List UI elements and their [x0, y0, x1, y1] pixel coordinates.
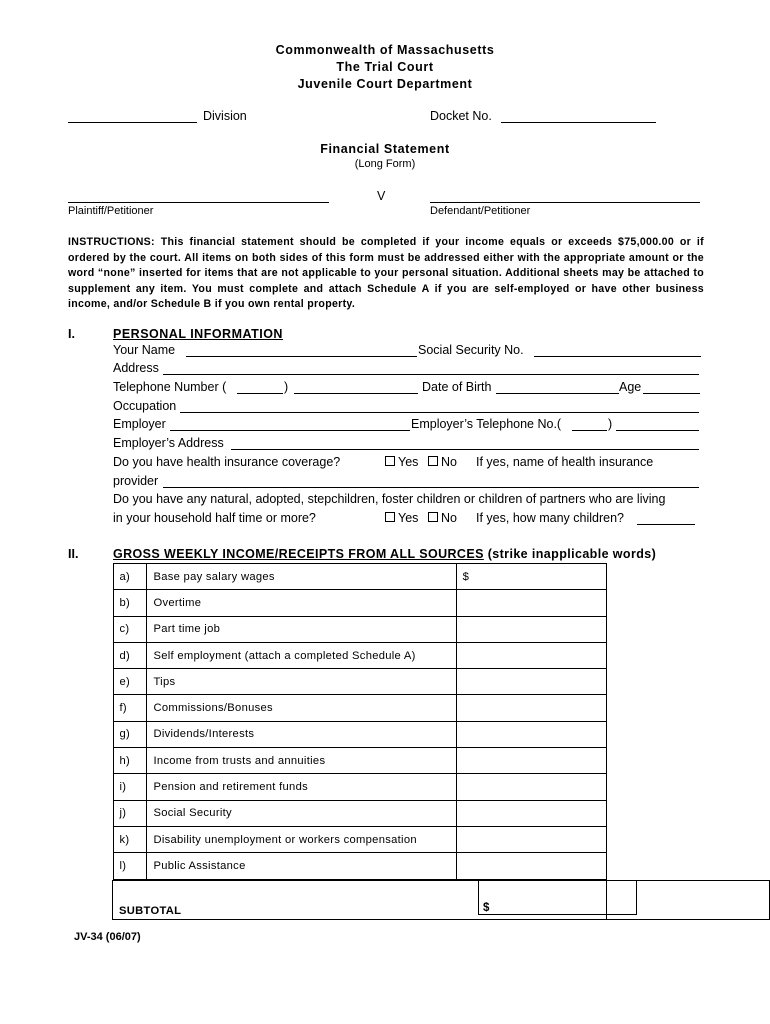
telephone-area-field[interactable] — [237, 393, 283, 394]
employer-tel-area-field[interactable] — [572, 430, 607, 431]
income-amount-field[interactable] — [456, 721, 606, 747]
income-letter: i) — [113, 774, 147, 800]
children-yes-label: Yes — [398, 511, 419, 525]
provider-label: provider — [113, 474, 159, 488]
your-name-field[interactable] — [186, 356, 417, 357]
section-2-title-main: GROSS WEEKLY INCOME/RECEIPTS FROM ALL SOURCES — [113, 547, 484, 561]
address-field[interactable] — [163, 374, 699, 375]
income-letter: a) — [113, 564, 147, 590]
income-row — [113, 721, 606, 747]
income-description: Dividends/Interests — [147, 721, 456, 747]
defendant-label: Defendant/Petitioner — [430, 205, 531, 217]
income-row — [113, 616, 606, 642]
dob-field[interactable] — [496, 393, 619, 394]
children-question-line2: in your household half time or more? — [113, 511, 316, 525]
income-description: Base pay salary wages — [147, 564, 456, 590]
subtotal-label: SUBTOTAL — [113, 880, 607, 919]
telephone-field[interactable] — [294, 393, 418, 394]
children-question-line1: Do you have any natural, adopted, stepchildren, foster children or children of partners who are living — [113, 492, 666, 506]
income-row — [113, 748, 606, 774]
income-amount-field[interactable]: $ — [456, 564, 606, 590]
income-letter: h) — [113, 748, 147, 774]
defendant-field[interactable] — [430, 202, 700, 203]
health-yes-option[interactable] — [385, 455, 418, 469]
division-field[interactable] — [68, 122, 197, 123]
income-amount-field[interactable] — [456, 800, 606, 826]
income-amount-field[interactable] — [456, 748, 606, 774]
versus-label: V — [377, 189, 386, 203]
employer-tel-close: ) — [608, 417, 613, 431]
income-amount-field[interactable] — [456, 695, 606, 721]
telephone-close: ) — [284, 380, 289, 394]
section-1-title: PERSONAL INFORMATION — [113, 327, 283, 341]
income-letter: k) — [113, 826, 147, 852]
section-1-numeral: I. — [68, 327, 75, 341]
income-amount-field[interactable] — [456, 853, 606, 879]
employer-label: Employer — [113, 417, 166, 431]
income-description: Public Assistance — [147, 853, 456, 879]
income-description: Overtime — [147, 590, 456, 616]
income-letter: c) — [113, 616, 147, 642]
income-description: Commissions/Bonuses — [147, 695, 456, 721]
address-label: Address — [113, 361, 159, 375]
health-no-option[interactable] — [428, 455, 457, 469]
income-table — [112, 563, 770, 920]
income-row — [113, 642, 606, 668]
docket-label: Docket No. — [430, 109, 492, 123]
subtotal-row — [113, 880, 770, 919]
occupation-field[interactable] — [180, 412, 699, 413]
docket-field[interactable] — [501, 122, 656, 123]
children-yes-checkbox[interactable] — [385, 512, 395, 522]
age-label: Age — [619, 380, 642, 394]
employer-field[interactable] — [170, 430, 410, 431]
ssn-field[interactable] — [534, 356, 701, 357]
income-row — [113, 853, 606, 879]
income-description: Disability unemployment or workers compensation — [147, 826, 456, 852]
occupation-label: Occupation — [113, 399, 177, 413]
children-no-label: No — [441, 511, 457, 525]
income-letter: d) — [113, 642, 147, 668]
employer-address-field[interactable] — [231, 449, 699, 450]
plaintiff-field[interactable] — [68, 202, 329, 203]
section-2-title — [113, 547, 656, 561]
income-letter: l) — [113, 853, 147, 879]
provider-field[interactable] — [163, 487, 699, 488]
income-row — [113, 800, 606, 826]
children-no-checkbox[interactable] — [428, 512, 438, 522]
income-letter: e) — [113, 669, 147, 695]
age-field[interactable] — [643, 393, 700, 394]
children-followup-label: If yes, how many children? — [476, 511, 624, 525]
income-row — [113, 826, 606, 852]
section-2-numeral: II. — [68, 547, 79, 561]
income-row — [113, 695, 606, 721]
employer-address-label: Employer’s Address — [113, 436, 224, 450]
health-insurance-question: Do you have health insurance coverage? — [113, 455, 341, 469]
telephone-label: Telephone Number ( — [113, 380, 227, 394]
children-yes-option[interactable] — [385, 511, 418, 525]
children-no-option[interactable] — [428, 511, 457, 525]
subtotal-dollar: $ — [483, 902, 490, 914]
health-yes-label: Yes — [398, 455, 419, 469]
health-no-checkbox[interactable] — [428, 456, 438, 466]
income-amount-field[interactable] — [456, 774, 606, 800]
income-row — [113, 669, 606, 695]
income-amount-field[interactable] — [456, 826, 606, 852]
court-name: Commonwealth of Massachusetts — [275, 43, 495, 57]
income-description: Part time job — [147, 616, 456, 642]
ssn-label: Social Security No. — [418, 343, 524, 357]
income-letter: f) — [113, 695, 147, 721]
section-2-title-note: (strike inapplicable words) — [487, 547, 657, 561]
health-followup-label: If yes, name of health insurance — [476, 455, 654, 469]
income-letter: b) — [113, 590, 147, 616]
employer-telephone-label: Employer’s Telephone No.( — [411, 417, 562, 431]
health-yes-checkbox[interactable] — [385, 456, 395, 466]
income-row — [113, 590, 606, 616]
income-description: Income from trusts and annuities — [147, 748, 456, 774]
form-title: Financial Statement — [320, 142, 450, 156]
court-subname: The Trial Court — [336, 60, 434, 74]
form-code: JV-34 (06/07) — [74, 931, 141, 943]
income-description: Social Security — [147, 800, 456, 826]
income-amount-field[interactable] — [456, 642, 606, 668]
income-amount-field[interactable] — [456, 590, 606, 616]
income-description: Tips — [147, 669, 456, 695]
income-letter: g) — [113, 721, 147, 747]
income-description: Pension and retirement funds — [147, 774, 456, 800]
dob-label: Date of Birth — [422, 380, 492, 394]
your-name-label: Your Name — [113, 343, 176, 357]
health-no-label: No — [441, 455, 457, 469]
instructions-text: INSTRUCTIONS: This financial statement should be completed if your income equals or exceeds $75,000.00 or if ordered by the court. All items on both sides of this form must be addressed either with the appropriate amount or the word “none” inserted for items that are not applicable to your personal situation. Additional sheets may be attached to supplement any item. You must complete and attach Schedule A if you are self-employed or have other business income, and/or Schedule B if you own rental property. — [68, 236, 704, 310]
subtotal-box[interactable] — [478, 880, 637, 915]
department-name: Juvenile Court Department — [297, 77, 473, 91]
income-description: Self employment (attach a completed Schedule A) — [147, 642, 456, 668]
income-amount-field[interactable] — [456, 616, 606, 642]
income-row — [113, 774, 606, 800]
plaintiff-label: Plaintiff/Petitioner — [68, 205, 154, 217]
income-row — [113, 564, 606, 590]
income-letter: j) — [113, 800, 147, 826]
children-count-field[interactable] — [637, 524, 695, 525]
employer-tel-field[interactable] — [616, 430, 699, 431]
division-label: Division — [203, 109, 247, 123]
form-subtitle: (Long Form) — [354, 158, 416, 170]
income-amount-field[interactable] — [456, 669, 606, 695]
